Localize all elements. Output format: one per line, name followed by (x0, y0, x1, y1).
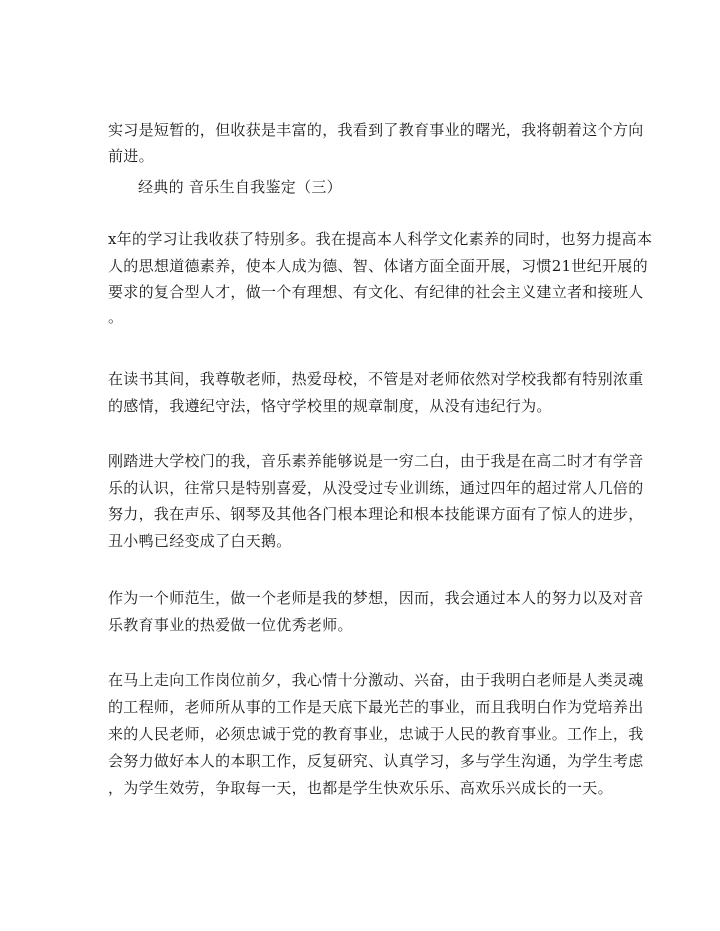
paragraph-5-line-5: ，为学生效劳，争取每一天，也都是学生快欢乐乐、高欢乐兴成长的一天。 (108, 779, 613, 797)
paragraph-1-line-1: x年的学习让我收获了特别多。我在提高本人科学文化素养的同时，也努力提高本 (108, 230, 653, 248)
section-heading: 经典的 音乐生自我鉴定（三） (138, 178, 342, 196)
paragraph-3-line-1: 刚踏进大学校门的我，音乐素养能够说是一穷二白，由于我是在高二时才有学音 (108, 452, 644, 470)
paragraph-3-line-2: 乐的认识，往常只是特别喜爱，从没受过专业训练，通过四年的超过常人几倍的 (108, 479, 644, 497)
paragraph-4-line-1: 作为一个师范生，做一个老师是我的梦想，因而，我会通过本人的努力以及对音 (108, 589, 644, 607)
paragraph-1-line-4: 。 (108, 308, 124, 326)
paragraph-2-line-1: 在读书其间，我尊敬老师，热爱母校，不管是对老师依然对学校我都有特别浓重 (108, 370, 644, 388)
paragraph-5-line-3: 来的人民老师，必须忠诚于党的教育事业，忠诚于人民的教育事业。工作上，我 (108, 725, 644, 743)
paragraph-4-line-2: 乐教育事业的热爱做一位优秀老师。 (108, 616, 353, 634)
paragraph-5-line-2: 的工程师，老师所从事的工作是天底下最光芒的事业，而且我明白作为党培养出 (108, 698, 644, 716)
paragraph-5-line-1: 在马上走向工作岗位前夕，我心情十分激动、兴奋，由于我明白老师是人类灵魂 (108, 671, 644, 689)
paragraph-3-line-4: 丑小鸭已经变成了白天鹅。 (108, 532, 292, 550)
intro-line-2: 前进。 (108, 147, 154, 165)
paragraph-3-line-3: 努力，我在声乐、钢琴及其他各门根本理论和根本技能课方面有了惊人的进步， (108, 505, 644, 523)
paragraph-2-line-2: 的感情，我遵纪守法，恪守学校里的规章制度，从没有违纪行为。 (108, 397, 552, 415)
paragraph-1-line-3: 要求的复合型人才，做一个有理想、有文化、有纪律的社会主义建立者和接班人 (108, 283, 644, 301)
paragraph-5-line-4: 会努力做好本人的本职工作，反复研究、认真学习，多与学生沟通，为学生考虑 (108, 752, 644, 770)
paragraph-1-line-2: 人的思想道德素养，使本人成为德、智、体诸方面全面开展，习惯21世纪开展的 (108, 257, 648, 275)
intro-line-1: 实习是短暂的，但收获是丰富的，我看到了教育事业的曙光，我将朝着这个方向 (108, 121, 644, 139)
